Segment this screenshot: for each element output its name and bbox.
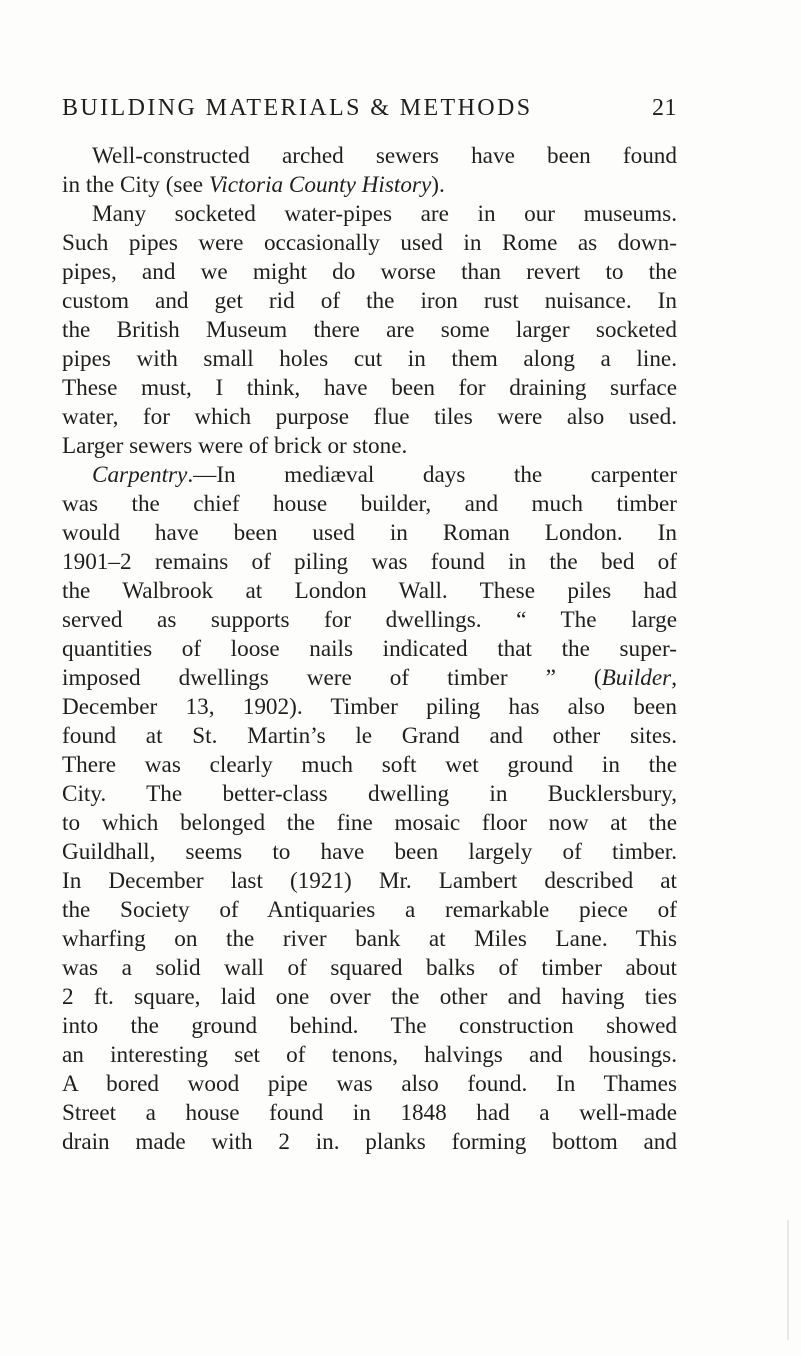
text-segment: imposed dwellings were of timber ” ( [62,665,602,691]
text-segment: wharfing on the river bank at Miles Lane. This [62,926,677,952]
text-line [62,548,677,577]
text-segment: 1901–2 remains of piling was found in the bed of [62,549,677,575]
text-segment: found at St. Martin’s le Grand and other sites. [62,723,677,749]
text-segment: December 13, 1902). Timber piling has also been [62,694,677,720]
italic-text: Builder [601,665,672,691]
text-line [62,403,677,432]
text-segment: in the City (see [62,172,209,198]
text-segment: the Society of Antiquaries a remarkable piece of [62,897,677,923]
text-line [62,1099,677,1128]
text-segment: .—In mediæval days the carpenter [187,462,677,488]
text-segment: Larger sewers were of brick or stone. [62,433,408,459]
text-line [62,1128,677,1157]
text-segment: pipes with small holes cut in them along a line. [62,346,677,372]
text-line [62,519,677,548]
text-segment: was the chief house builder, and much timber [62,491,677,517]
text-segment: Well-constructed arched sewers have been found [92,143,677,169]
text-line [62,461,677,490]
text-segment: A bored wood pipe was also found. In Thames [62,1071,677,1097]
text-segment: into the ground behind. The construction showed [62,1013,677,1039]
text-segment: drain made with 2 in. planks forming bottom and [62,1129,677,1155]
text-segment: the Walbrook at London Wall. These piles had [62,578,677,604]
text-line [62,432,677,461]
page-edge-shadow [787,1220,789,1340]
text-line [62,229,677,258]
text-line [62,751,677,780]
text-line [62,171,677,200]
text-segment: water, for which purpose flue tiles were also used. [62,404,677,430]
italic-text: Victoria County History [208,172,432,198]
text-segment: served as supports for dwellings. “ The large [62,607,677,633]
text-segment: City. The better-class dwelling in Bucklersbury, [62,781,677,807]
text-line [62,693,677,722]
text-segment: There was clearly much soft wet ground in the [62,752,677,778]
text-line [62,925,677,954]
text-segment: custom and get rid of the iron rust nuisance. In [62,288,677,314]
text-line [62,722,677,751]
text-segment: Guildhall, seems to have been largely of timber. [62,839,677,865]
text-line [62,954,677,983]
running-head-title: BUILDING MATERIALS & METHODS [62,95,533,121]
text-segment: 2 ft. square, laid one over the other and having ties [62,984,677,1010]
text-segment: ). [431,172,445,198]
text-line [62,809,677,838]
text-line [62,345,677,374]
text-line [62,142,677,171]
italic-text: Carpentry [92,462,188,488]
text-line [62,1041,677,1070]
text-segment: Such pipes were occasionally used in Rome as down- [62,230,677,256]
text-segment: an interesting set of tenons, halvings and housings. [62,1042,677,1068]
text-segment: , [671,665,677,691]
text-line [62,374,677,403]
text-segment: In December last (1921) Mr. Lambert described at [62,868,677,894]
text-line [62,200,677,229]
text-line [62,258,677,287]
text-segment: Street a house found in 1848 had a well-made [62,1100,677,1126]
text-segment: Many socketed water-pipes are in our museums. [92,201,677,227]
text-line [62,780,677,809]
text-line [62,1070,677,1099]
text-line [62,577,677,606]
text-segment: These must, I think, have been for draining surface [62,375,677,401]
text-line [62,287,677,316]
text-segment: the British Museum there are some larger socketed [62,317,677,343]
body-text [62,142,677,1157]
text-segment: quantities of loose nails indicated that the super- [62,636,677,662]
text-line [62,1012,677,1041]
text-line [62,867,677,896]
text-segment: was a solid wall of squared balks of timber about [62,955,677,981]
text-segment: would have been used in Roman London. In [62,520,677,546]
text-line [62,896,677,925]
text-line [62,316,677,345]
page-number: 21 [652,95,677,121]
running-head [62,90,677,126]
text-line [62,635,677,664]
text-line [62,983,677,1012]
text-segment: pipes, and we might do worse than revert to the [62,259,677,285]
text-line [62,490,677,519]
text-segment: to which belonged the fine mosaic floor now at the [62,810,677,836]
text-line [62,838,677,867]
text-line [62,664,677,693]
text-line [62,606,677,635]
